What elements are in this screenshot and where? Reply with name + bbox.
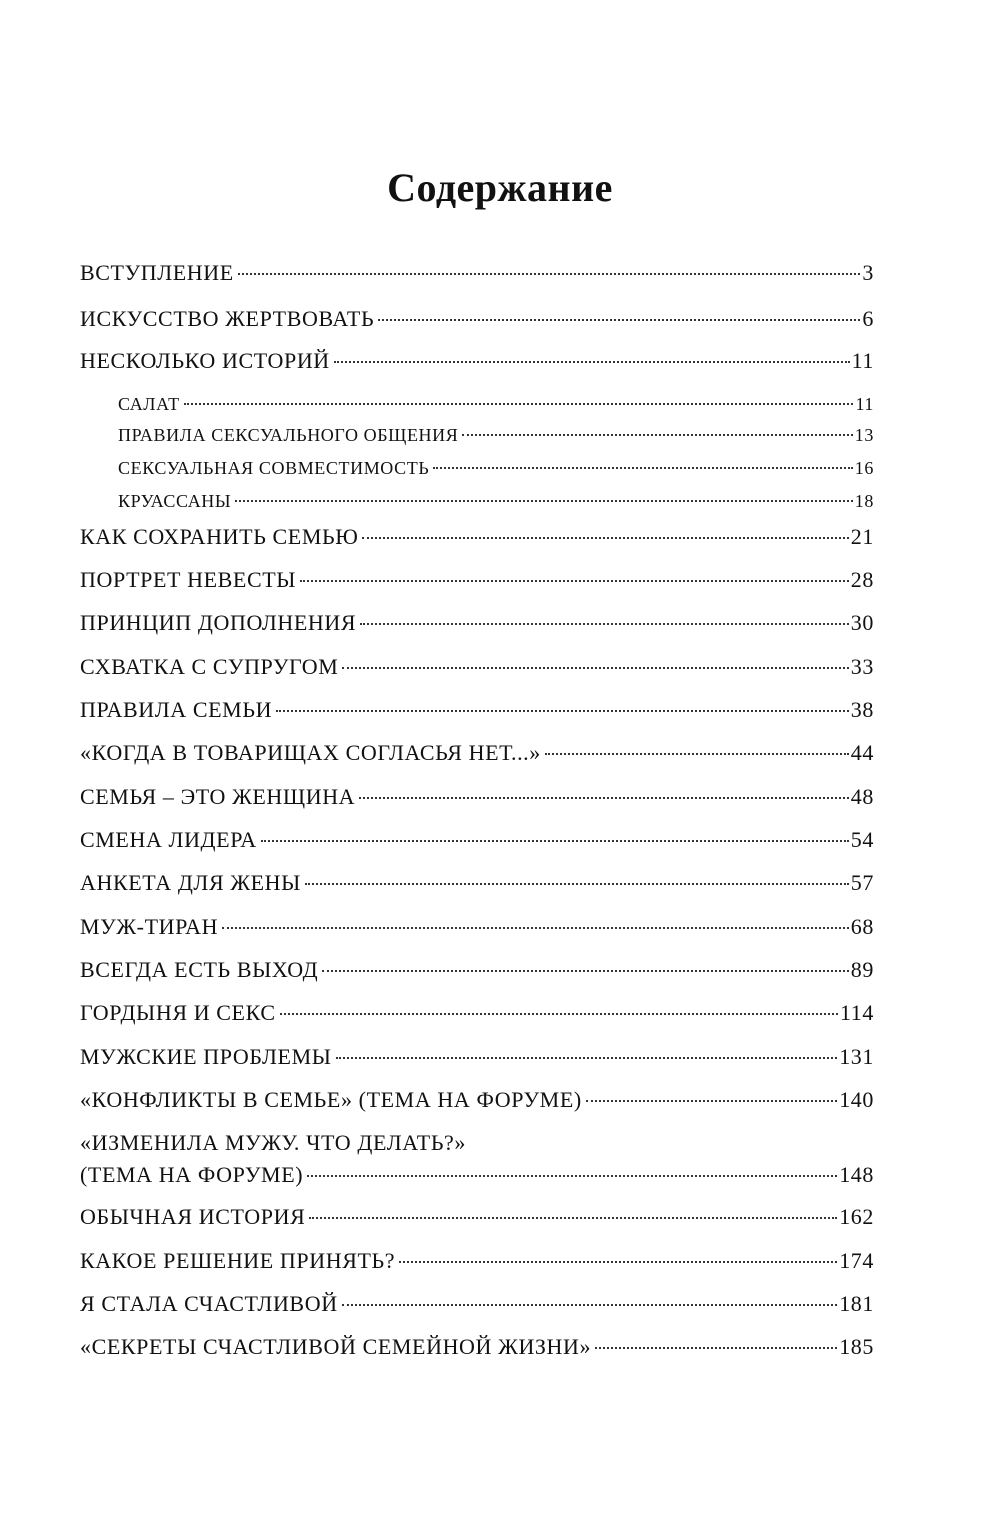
dot-leader <box>276 710 849 712</box>
toc-page-number: 174 <box>839 1248 874 1273</box>
toc-page-number: 140 <box>839 1087 874 1112</box>
toc-entry[interactable] <box>80 1289 874 1319</box>
dot-leader <box>595 1347 837 1349</box>
toc-entry[interactable] <box>80 1042 874 1072</box>
dot-leader <box>342 1304 838 1306</box>
dot-leader <box>545 753 849 755</box>
toc-entry-label: СХВАТКА С СУПРУГОМ <box>80 654 339 679</box>
toc-page-number: 68 <box>850 914 874 939</box>
dot-leader <box>222 927 849 929</box>
toc-entry[interactable] <box>80 1202 874 1232</box>
toc-entry-label: «КОГДА В ТОВАРИЩАХ СОГЛАСЬЯ НЕТ...» <box>80 740 541 765</box>
toc-subentry[interactable] <box>118 489 874 513</box>
toc-entry[interactable] <box>80 998 874 1028</box>
toc-entry[interactable] <box>80 652 874 682</box>
toc-entry[interactable] <box>80 346 874 376</box>
dot-leader <box>362 537 848 539</box>
dot-leader <box>378 319 860 321</box>
toc-entry[interactable] <box>80 1332 874 1362</box>
toc-entry[interactable] <box>80 565 874 595</box>
toc-entry[interactable] <box>80 955 874 985</box>
dot-leader <box>360 623 849 625</box>
dot-leader <box>305 883 849 885</box>
toc-page-number: 162 <box>839 1204 874 1229</box>
toc-entry[interactable] <box>80 868 874 898</box>
toc-page-number: 21 <box>850 524 874 549</box>
toc-page-number: 44 <box>850 740 874 765</box>
toc-page-number: 13 <box>854 425 874 445</box>
toc-entry-label: СЕМЬЯ – ЭТО ЖЕНЩИНА <box>80 784 356 809</box>
toc-page-number: 3 <box>862 260 874 285</box>
dot-leader <box>399 1261 837 1263</box>
toc-page-number: 33 <box>850 654 874 679</box>
dot-leader <box>309 1217 837 1219</box>
toc-entry-label: АНКЕТА ДЛЯ ЖЕНЫ <box>80 870 301 895</box>
toc-page-number: 16 <box>854 458 874 478</box>
toc-entry-label: (ТЕМА НА ФОРУМЕ) <box>80 1162 304 1187</box>
toc-entry-label: КАКОЕ РЕШЕНИЕ ПРИНЯТЬ? <box>80 1248 396 1273</box>
toc-entry-label: ПРАВИЛА СЕКСУАЛЬНОГО ОБЩЕНИЯ <box>118 425 459 445</box>
toc-entry[interactable] <box>80 1246 874 1276</box>
toc-entry[interactable] <box>80 258 874 288</box>
toc-entry-label: Я СТАЛА СЧАСТЛИВОЙ <box>80 1291 338 1316</box>
dot-leader <box>433 467 853 469</box>
toc-page-number: 181 <box>839 1291 874 1316</box>
toc-page-number: 38 <box>850 697 874 722</box>
toc-entry-label: КАК СОХРАНИТЬ СЕМЬЮ <box>80 524 359 549</box>
toc-page-number: 18 <box>854 491 874 511</box>
toc-entry-label: НЕСКОЛЬКО ИСТОРИЙ <box>80 348 330 373</box>
toc-entry-label-line1[interactable]: «ИЗМЕНИЛА МУЖУ. ЧТО ДЕЛАТЬ?» <box>80 1130 467 1155</box>
toc-page-number: 54 <box>850 827 874 852</box>
toc-page-number: 11 <box>851 348 874 373</box>
dot-leader <box>462 434 852 436</box>
toc-entry[interactable] <box>80 1160 874 1190</box>
toc-entry-label: ВСТУПЛЕНИЕ <box>80 260 234 285</box>
toc-entry-label: «КОНФЛИКТЫ В СЕМЬЕ» (ТЕМА НА ФОРУМЕ) <box>80 1087 582 1112</box>
toc-entry[interactable] <box>80 695 874 725</box>
toc-entry-label: ВСЕГДА ЕСТЬ ВЫХОД <box>80 957 319 982</box>
dot-leader <box>261 840 849 842</box>
toc-page-number: 57 <box>850 870 874 895</box>
dot-leader <box>300 580 849 582</box>
toc-subentry[interactable] <box>118 392 874 416</box>
dot-leader <box>307 1175 837 1177</box>
toc-page-number: 30 <box>850 610 874 635</box>
toc-page-number: 114 <box>840 1000 874 1025</box>
toc-entry[interactable] <box>80 912 874 942</box>
page-title: Содержание <box>387 165 613 210</box>
dot-leader <box>280 1013 838 1015</box>
toc-subentry[interactable] <box>118 456 874 480</box>
toc-entry-label: КРУАССАНЫ <box>118 491 232 511</box>
toc-entry-label: ПРИНЦИП ДОПОЛНЕНИЯ <box>80 610 357 635</box>
toc-page-number: 185 <box>839 1334 874 1359</box>
toc-entry[interactable] <box>80 608 874 638</box>
toc-entry[interactable] <box>80 304 874 334</box>
dot-leader <box>586 1100 837 1102</box>
toc-page-number: 28 <box>850 567 874 592</box>
toc-subentry[interactable] <box>118 423 874 447</box>
toc-entry-label: ПОРТРЕТ НЕВЕСТЫ <box>80 567 297 592</box>
toc-entry[interactable] <box>80 738 874 768</box>
dot-leader <box>334 361 850 363</box>
toc-entry-label: САЛАТ <box>118 394 180 414</box>
dot-leader <box>235 500 853 502</box>
toc-entry-label: ПРАВИЛА СЕМЬИ <box>80 697 273 722</box>
toc-page-number: 6 <box>862 306 874 331</box>
toc-entry-label: ОБЫЧНАЯ ИСТОРИЯ <box>80 1204 306 1229</box>
toc-page-number: 11 <box>855 394 874 414</box>
toc-entry-label: ГОРДЫНЯ И СЕКС <box>80 1000 276 1025</box>
toc-page-number: 131 <box>839 1044 874 1069</box>
toc-entry[interactable] <box>80 782 874 812</box>
dot-leader <box>322 970 849 972</box>
toc-entry-label: «СЕКРЕТЫ СЧАСТЛИВОЙ СЕМЕЙНОЙ ЖИЗНИ» <box>80 1334 592 1359</box>
toc-page-number: 89 <box>850 957 874 982</box>
toc-entry-label: СМЕНА ЛИДЕРА <box>80 827 257 852</box>
toc-entry-label: СЕКСУАЛЬНАЯ СОВМЕСТИМОСТЬ <box>118 458 430 478</box>
dot-leader <box>359 797 849 799</box>
dot-leader <box>184 403 854 405</box>
toc-entry-label: МУЖ-ТИРАН <box>80 914 219 939</box>
toc-page-number: 148 <box>839 1162 874 1187</box>
dot-leader <box>238 273 861 275</box>
toc-page-number: 48 <box>850 784 874 809</box>
dot-leader <box>342 667 848 669</box>
toc-entry[interactable] <box>80 522 874 552</box>
dot-leader <box>336 1057 838 1059</box>
toc-entry[interactable] <box>80 825 874 855</box>
toc-entry[interactable] <box>80 1085 874 1115</box>
toc-entry-label: ИСКУССТВО ЖЕРТВОВАТЬ <box>80 306 375 331</box>
toc-entry-label: МУЖСКИЕ ПРОБЛЕМЫ <box>80 1044 332 1069</box>
